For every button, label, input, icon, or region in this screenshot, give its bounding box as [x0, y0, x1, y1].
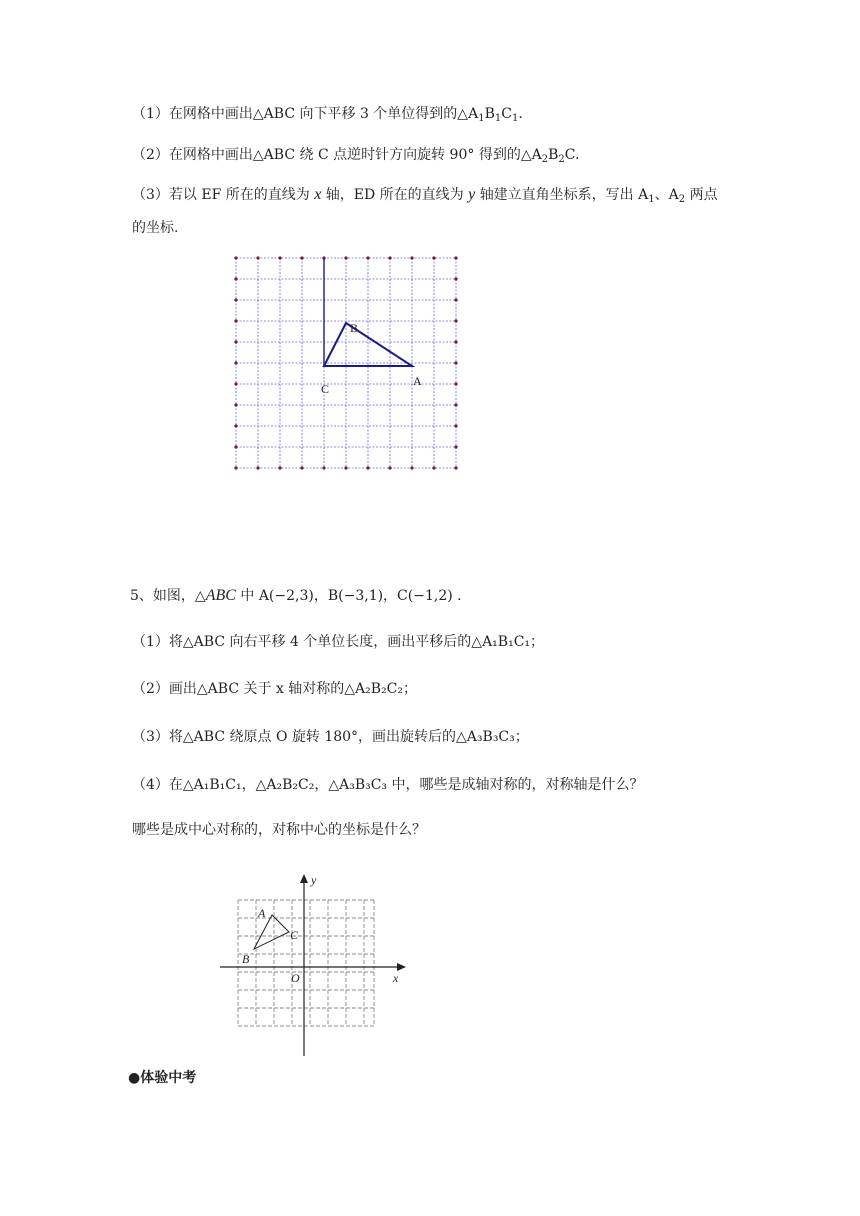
- q5-abc: ABC: [205, 587, 236, 604]
- axis-label-y: y: [311, 873, 317, 887]
- question-1-3-cont: 的坐标.: [132, 220, 179, 236]
- triangle-abc-2: [254, 915, 289, 949]
- section-heading: ●体验中考: [128, 1070, 197, 1086]
- q5-prefix: 5、如图，: [130, 588, 195, 604]
- q5-points: 中 A(−2,3)，B(−3,1)，C(−1,2) .: [240, 588, 462, 604]
- grid-lines: [236, 258, 456, 468]
- question-1-1: （1）在网格中画出△ABC 向下平移 3 个单位得到的$\triangle A_1B_1C_1$.: [132, 106, 523, 124]
- q1-text: （1）在网格中画出△ABC 向下平移 3 个单位得到的△A: [132, 106, 479, 122]
- label-b: B: [350, 321, 359, 335]
- y-axis-arrow: [300, 874, 308, 883]
- label-a-2: A: [258, 906, 266, 920]
- q3-text-a: （3）若以 EF 所在的直线为: [132, 187, 310, 203]
- q2-text: （2）在网格中画出△ABC 绕 C 点逆时针方向旋转 90° 得到的△A: [132, 147, 542, 163]
- x-axis-arrow: [397, 963, 406, 971]
- question-1-2: （2）在网格中画出△ABC 绕 C 点逆时针方向旋转 90° 得到的$\triangle A_2B_2C$.: [132, 147, 580, 165]
- label-a: A: [413, 374, 422, 388]
- q3-text-b: 轴，ED 所在的直线为: [325, 187, 464, 203]
- q2-tail: .: [574, 147, 580, 163]
- question-5-2: （2）画出△ABC 关于 x 轴对称的△A₂B₂C₂；: [132, 681, 418, 697]
- question-5-1: （1）将△ABC 向右平移 4 个单位长度，画出平移后的△A₁B₁C₁；: [132, 634, 545, 650]
- origin-label: O: [291, 971, 300, 985]
- question-1-3: （3）若以 EF 所在的直线为 x 轴，ED 所在的直线为 y 轴建立直角坐标系，写出 $A_1$、$A_2$ 两点: [132, 186, 718, 205]
- question-5-4-cont: 哪些是成中心对称的，对称中心的坐标是什么？: [132, 822, 426, 838]
- question-5-3: （3）将△ABC 绕原点 O 旋转 180°，画出旋转后的△A₃B₃C₃；: [132, 729, 529, 745]
- q1-tail: .: [518, 106, 523, 122]
- label-c: C: [321, 382, 330, 396]
- question-5-title: 5、如图，△ABC 中 A(−2,3)，B(−3,1)，C(−1,2) .: [130, 587, 462, 604]
- grid-figure-1: [230, 254, 464, 472]
- coordinate-figure-2: [216, 868, 416, 1060]
- q3-x: x: [314, 186, 322, 203]
- label-c-2: C: [290, 928, 299, 942]
- label-b-2: B: [242, 952, 250, 966]
- q3-text-c: 轴建立直角坐标系，写出 A: [479, 187, 649, 203]
- q3-y: y: [468, 186, 476, 203]
- axis-label-x: x: [393, 971, 399, 985]
- question-5-4: （4）在△A₁B₁C₁，△A₂B₂C₂，△A₃B₃C₃ 中，哪些是成轴对称的，对称轴是什么？: [132, 777, 644, 793]
